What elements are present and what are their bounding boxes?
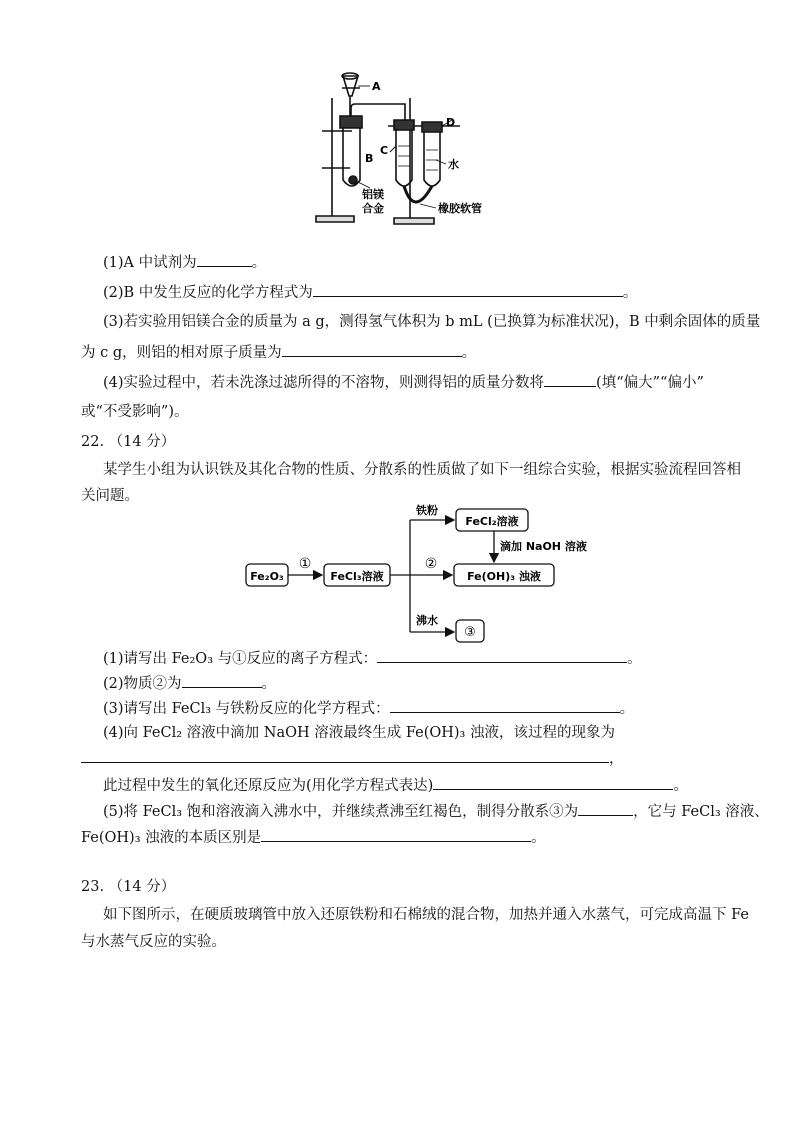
q22-part5-line2 [81,827,546,848]
punct: 。 [531,830,546,846]
punct: 。 [627,651,642,667]
q21-part4-line2: 或“不受影响”)。 [81,404,189,420]
q22-part4-line2 [81,748,624,769]
answer-blank[interactable] [578,801,633,816]
q22-part4-line3-text: 此过程中发生的氧化还原反应为(用化学方程式表达) [103,778,434,794]
q22-part4-line1: (4)向 FeCl₂ 溶液中滴加 NaOH 溶液最终生成 Fe(OH)₃ 浊液，该过程的现象为 [103,725,615,741]
punct: 。 [619,701,635,717]
box-fe2o3: Fe₂O₃ [250,570,284,583]
label-water: 水 [448,158,459,171]
q21-part2 [103,282,637,303]
q21-part1-text: (1)A 中试剂为 [103,255,197,271]
q22-part5-line2-text: Fe(OH)₃ 浊液的本质区别是 [81,830,262,846]
label-add-naoh: 滴加 NaOH 溶液 [500,540,587,553]
label-rubber-tube: 橡胶软管 [438,202,482,215]
answer-blank[interactable] [377,648,627,663]
punct: 。 [673,778,688,794]
label-alloy-2: 合金 [362,202,384,215]
answer-blank[interactable] [544,372,596,387]
q22-part1 [103,648,642,669]
step-2: ② [424,556,438,572]
label-boiling-water: 沸水 [416,614,438,627]
q21-part4-line1 [103,372,704,393]
q22-part5-line1 [103,801,769,822]
q23-number: 23. （14 分） [81,879,176,895]
label-iron-powder: 铁粉 [416,504,438,517]
answer-blank[interactable] [282,342,462,357]
q21-part2-text: (2)B 中发生反应的化学方程式为 [103,285,313,301]
q23-line1: 如下图所示，在硬质玻璃管中放入还原铁粉和石棉绒的混合物，加热并通入水蒸气，可完成高温下 Fe [103,907,749,923]
q22-intro-line1: 某学生小组为认识铁及其化合物的性质、分散系的性质做了如下一组综合实验，根据实验流程回答相 [103,462,741,478]
box-fecl3: FeCl₃溶液 [330,570,384,583]
label-alloy-1: 铝镁 [362,188,384,201]
q22-part4-line3 [103,775,688,796]
q22-part2 [103,673,276,694]
q22-part3 [103,698,634,719]
answer-blank[interactable] [313,282,623,297]
q22-part3-text: (3)请写出 FeCl₃ 与铁粉反应的化学方程式： [103,701,390,717]
q21-part4-text: (4)实验过程中，若未洗涤过滤所得的不溶物，则测得铝的质量分数将 [103,375,545,391]
punct: 。 [251,255,267,271]
apparatus-figure [310,68,510,228]
label-c: C [380,144,389,157]
punct: ， [609,751,624,767]
step-1: ① [298,556,312,572]
punct: 。 [622,285,638,301]
label-d: D [446,116,456,129]
flow-diagram [240,504,590,644]
q21-part4-hint: (填“偏大”“偏小” [596,375,704,391]
label-a: A [372,80,381,93]
answer-blank[interactable] [390,698,620,713]
box-3: ③ [464,625,476,640]
q21-part3-line2 [81,342,476,363]
q21-part3-text: 为 c g，则铝的相对原子质量为 [81,345,282,361]
answer-blank[interactable] [197,252,252,267]
box-fecl2: FeCl₂溶液 [465,515,519,528]
q22-part5-mid: ，它与 FeCl₃ 溶液、 [633,804,769,820]
answer-blank[interactable] [433,775,673,790]
answer-blank[interactable] [261,827,531,842]
q22-number: 22. （14 分） [81,434,176,450]
punct: 。 [461,345,477,361]
punct: 。 [261,676,277,692]
q22-part2-text: (2)物质②为 [103,676,182,692]
q23-line2: 与水蒸气反应的实验。 [81,934,226,950]
q21-part1 [103,252,266,273]
q22-intro-line2: 关问题。 [81,488,139,504]
q22-part5-text: (5)将 FeCl₃ 饱和溶液滴入沸水中，并继续煮沸至红褐色，制得分散系③为 [103,804,579,820]
label-b: B [365,152,374,165]
q22-part1-text: (1)请写出 Fe₂O₃ 与①反应的离子方程式： [103,651,378,667]
box-feoh3: Fe(OH)₃ 浊液 [467,570,541,583]
answer-blank[interactable] [81,748,609,763]
answer-blank[interactable] [182,673,262,688]
q21-part3-line1: (3)若实验用铝镁合金的质量为 a g，测得氢气体积为 b mL (已换算为标准状况)，B 中剩余固体的质量 [103,314,761,330]
